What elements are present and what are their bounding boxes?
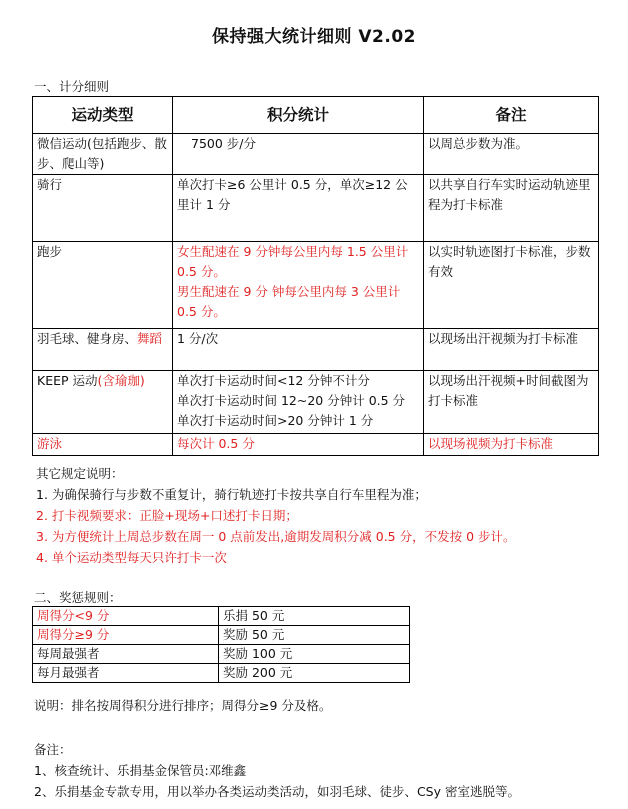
table-row bbox=[33, 434, 599, 456]
cell-type: 跑步 bbox=[33, 242, 173, 329]
reward-amount: 奖励 50 元 bbox=[219, 626, 410, 645]
rule-item: 2. 打卡视频要求：正脸+现场+口述打卡日期； bbox=[36, 508, 298, 523]
reward-condition: 每月最强者 bbox=[33, 664, 219, 683]
table-row bbox=[33, 329, 599, 371]
section-heading-rewards: 二、奖惩规则： bbox=[34, 590, 122, 605]
cell-score: 每次计 0.5 分 bbox=[173, 434, 424, 456]
other-rules bbox=[36, 463, 616, 568]
cell-note: 以现场出汗视频为打卡标准 bbox=[424, 329, 599, 371]
cell-score: 单次打卡运动时间<12 分钟不计分 单次打卡运动时间 12~20 分钟计 0.5 分 单次打卡运动时间>20 分钟计 1 分 bbox=[173, 371, 424, 434]
table-row bbox=[33, 175, 599, 242]
remarks-heading: 备注： bbox=[34, 742, 72, 757]
table-row bbox=[33, 626, 410, 645]
header-note: 备注 bbox=[424, 97, 599, 134]
section-heading-scoring: 一、计分细则 bbox=[34, 79, 110, 94]
remark-item: 1、核查统计、乐捐基金保管员:邓维鑫 bbox=[34, 763, 247, 778]
reward-amount: 乐捐 50 元 bbox=[219, 607, 410, 626]
table-row bbox=[33, 371, 599, 434]
table-row bbox=[33, 134, 599, 175]
rule-item: 3. 为方便统计上周总步数在周一 0 点前发出,逾期发周积分减 0.5 分，不发按 0 步计。 bbox=[36, 529, 516, 544]
cell-note: 以共享自行车实时运动轨迹里程为打卡标准 bbox=[424, 175, 599, 242]
cell-note: 以现场视频为打卡标准 bbox=[424, 434, 599, 456]
cell-type: 羽毛球、健身房、舞蹈 bbox=[33, 329, 173, 371]
table-row bbox=[33, 607, 410, 626]
reward-condition: 每周最强者 bbox=[33, 645, 219, 664]
rule-item: 1. 为确保骑行与步数不重复计，骑行轨迹打卡按共享自行车里程为准； bbox=[36, 487, 427, 502]
cell-note: 以现场出汗视频+时间截图为打卡标准 bbox=[424, 371, 599, 434]
score-table bbox=[32, 96, 599, 456]
other-rules-heading: 其它规定说明： bbox=[36, 466, 124, 481]
reward-condition: 周得分<9 分 bbox=[33, 607, 219, 626]
page-title: 保持强大统计细则 V2.02 bbox=[211, 27, 417, 47]
table-row bbox=[33, 645, 410, 664]
rule-item: 4. 单个运动类型每天只许打卡一次 bbox=[36, 550, 227, 565]
cell-score: 女生配速在 9 分钟每公里内每 1.5 公里计 0.5 分。 男生配速在 9 分 钟每公里内每 3 公里计 0.5 分。 bbox=[173, 242, 424, 329]
reward-amount: 奖励 200 元 bbox=[219, 664, 410, 683]
cell-score: 单次打卡≥6 公里计 0.5 分，单次≥12 公里计 1 分 bbox=[173, 175, 424, 242]
cell-score: 7500 步/分 bbox=[173, 134, 424, 175]
table-row bbox=[33, 242, 599, 329]
reward-table bbox=[32, 606, 410, 683]
cell-note: 以实时轨迹图打卡标准，步数有效 bbox=[424, 242, 599, 329]
table-header-row bbox=[33, 97, 599, 134]
reward-explain: 说明：排名按周得积分进行排序；周得分≥9 分及格。 bbox=[34, 698, 332, 713]
table-row bbox=[33, 664, 410, 683]
header-score: 积分统计 bbox=[173, 97, 424, 134]
cell-type: 微信运动(包括跑步、散步、爬山等) bbox=[33, 134, 173, 175]
header-sport-type: 运动类型 bbox=[33, 97, 173, 134]
reward-amount: 奖励 100 元 bbox=[219, 645, 410, 664]
cell-type: 游泳 bbox=[33, 434, 173, 456]
cell-type: 骑行 bbox=[33, 175, 173, 242]
reward-condition: 周得分≥9 分 bbox=[33, 626, 219, 645]
cell-note: 以周总步数为准。 bbox=[424, 134, 599, 175]
cell-score: 1 分/次 bbox=[173, 329, 424, 371]
remark-item: 2、乐捐基金专款专用，用以举办各类运动类活动，如羽毛球、徒步、CSy 密室逃脱等。 bbox=[34, 784, 520, 799]
cell-type: KEEP 运动(含瑜珈) bbox=[33, 371, 173, 434]
